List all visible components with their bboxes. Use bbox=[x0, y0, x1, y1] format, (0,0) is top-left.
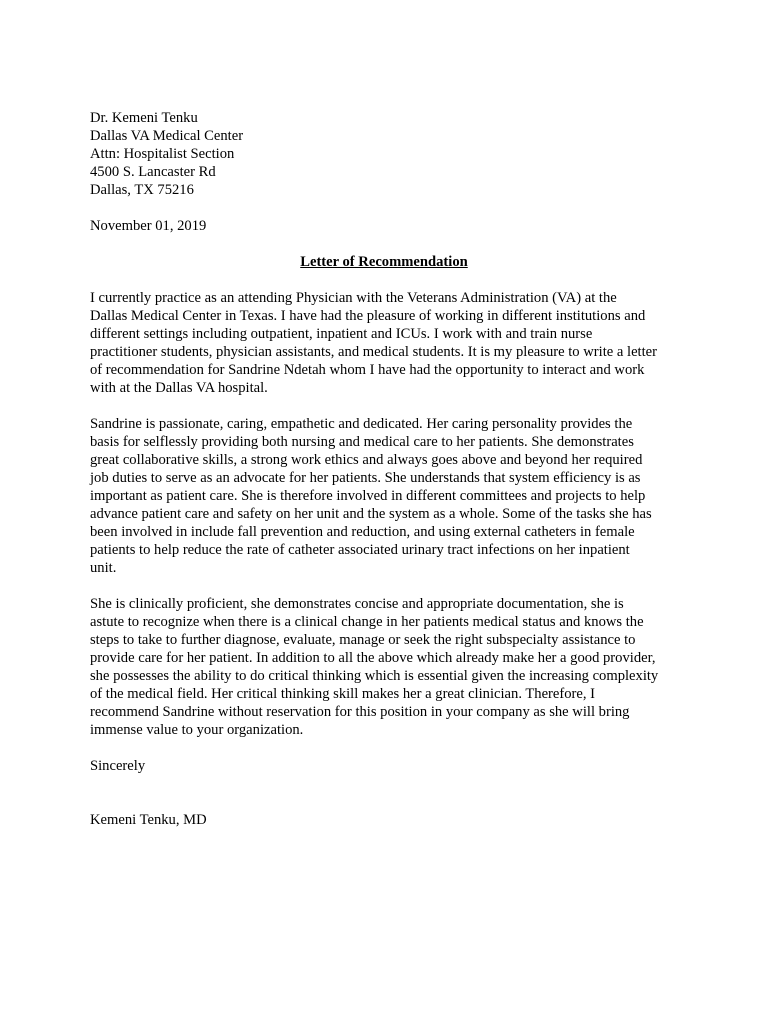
paragraph-line: different settings including outpatient, inpatient and ICUs. I work with and train nurse bbox=[90, 326, 593, 342]
paragraph-line: been involved in include fall prevention and reduction, and using external catheters in female bbox=[90, 524, 635, 540]
paragraph-line: she possesses the ability to do critical thinking which is essential given the increasing complexity bbox=[90, 668, 659, 684]
paragraph-line: important as patient care. She is therefore involved in different committees and projects to help bbox=[90, 488, 646, 504]
letter-closing: Sincerely bbox=[90, 758, 146, 774]
paragraph-intro bbox=[90, 289, 690, 397]
address-line: Dallas, TX 75216 bbox=[90, 182, 194, 198]
paragraph-line: basis for selflessly providing both nursing and medical care to her patients. She demonstrates bbox=[90, 434, 634, 450]
paragraph-line: patients to help reduce the rate of catheter associated urinary tract infections on her inpatient bbox=[90, 542, 630, 558]
paragraph-line: She is clinically proficient, she demonstrates concise and appropriate documentation, she is bbox=[90, 596, 624, 612]
address-line: Dr. Kemeni Tenku bbox=[90, 110, 198, 126]
paragraph-line: steps to take to further diagnose, evaluate, manage or seek the right subspecialty assistance to bbox=[90, 632, 636, 648]
letter-body bbox=[90, 109, 690, 829]
address-line: Dallas VA Medical Center bbox=[90, 128, 244, 144]
paragraph-line: astute to recognize when there is a clinical change in her patients medical status and knows the bbox=[90, 614, 644, 630]
paragraph-line: job duties to serve as an advocate for her patients. She understands that system efficiency is as bbox=[90, 470, 641, 486]
paragraph-line: provide care for her patient. In addition to all the above which already make her a good provider, bbox=[90, 650, 656, 666]
letter-heading: Letter of Recommendation bbox=[300, 254, 468, 270]
paragraph-clinical bbox=[90, 595, 690, 739]
recipient-address bbox=[90, 109, 690, 199]
paragraph-line: with at the Dallas VA hospital. bbox=[90, 380, 268, 396]
paragraph-qualities bbox=[90, 415, 690, 577]
paragraph-line: great collaborative skills, a strong work ethics and always goes above and beyond her required bbox=[90, 452, 643, 468]
paragraph-line: of the medical field. Her critical thinking skill makes her a great clinician. Therefore, I bbox=[90, 686, 596, 702]
letter-date: November 01, 2019 bbox=[90, 218, 207, 234]
address-line: 4500 S. Lancaster Rd bbox=[90, 164, 216, 180]
paragraph-line: practitioner students, physician assistants, and medical students. It is my pleasure to write a letter bbox=[90, 344, 657, 360]
paragraph-line: I currently practice as an attending Physician with the Veterans Administration (VA) at the bbox=[90, 290, 617, 306]
paragraph-line: advance patient care and safety on her unit and the system as a whole. Some of the tasks she has bbox=[90, 506, 652, 522]
paragraph-line: of recommendation for Sandrine Ndetah whom I have had the opportunity to interact and work bbox=[90, 362, 645, 378]
paragraph-line: unit. bbox=[90, 560, 117, 576]
paragraph-line: recommend Sandrine without reservation for this position in your company as she will bring bbox=[90, 704, 630, 720]
address-line: Attn: Hospitalist Section bbox=[90, 146, 235, 162]
paragraph-line: immense value to your organization. bbox=[90, 722, 304, 738]
letter-signature: Kemeni Tenku, MD bbox=[90, 812, 207, 828]
paragraph-line: Dallas Medical Center in Texas. I have had the pleasure of working in different institutions and bbox=[90, 308, 646, 324]
paragraph-line: Sandrine is passionate, caring, empathetic and dedicated. Her caring personality provides the bbox=[90, 416, 633, 432]
